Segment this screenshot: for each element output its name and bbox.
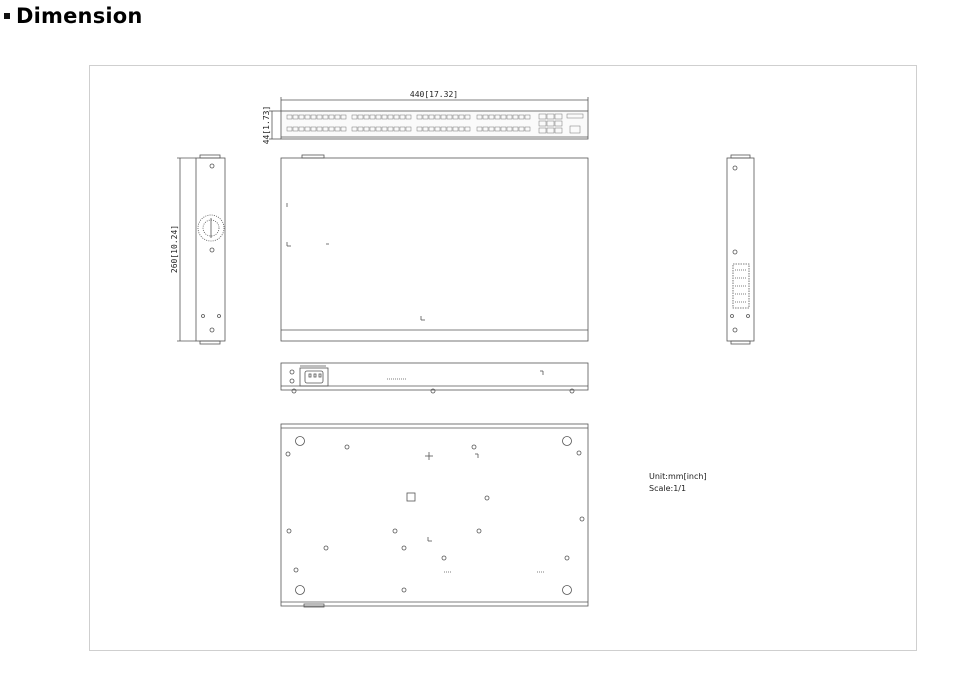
front-view — [269, 97, 588, 139]
unit-note: Unit:mm[inch] — [649, 472, 707, 481]
width-dimension-label: 440[17.32] — [409, 90, 459, 99]
bottom-view — [281, 424, 588, 607]
rear-view — [281, 363, 588, 393]
height-dimension-label: 44[1.73] — [262, 105, 271, 145]
scale-note: Scale:1/1 — [649, 484, 687, 493]
drawing-notes — [649, 471, 707, 495]
depth-dimension-label: 260[10.24] — [170, 224, 179, 274]
section-title: Dimension — [16, 4, 143, 28]
top-view — [281, 155, 588, 341]
left-side-view — [177, 155, 225, 344]
right-side-view — [727, 155, 754, 344]
